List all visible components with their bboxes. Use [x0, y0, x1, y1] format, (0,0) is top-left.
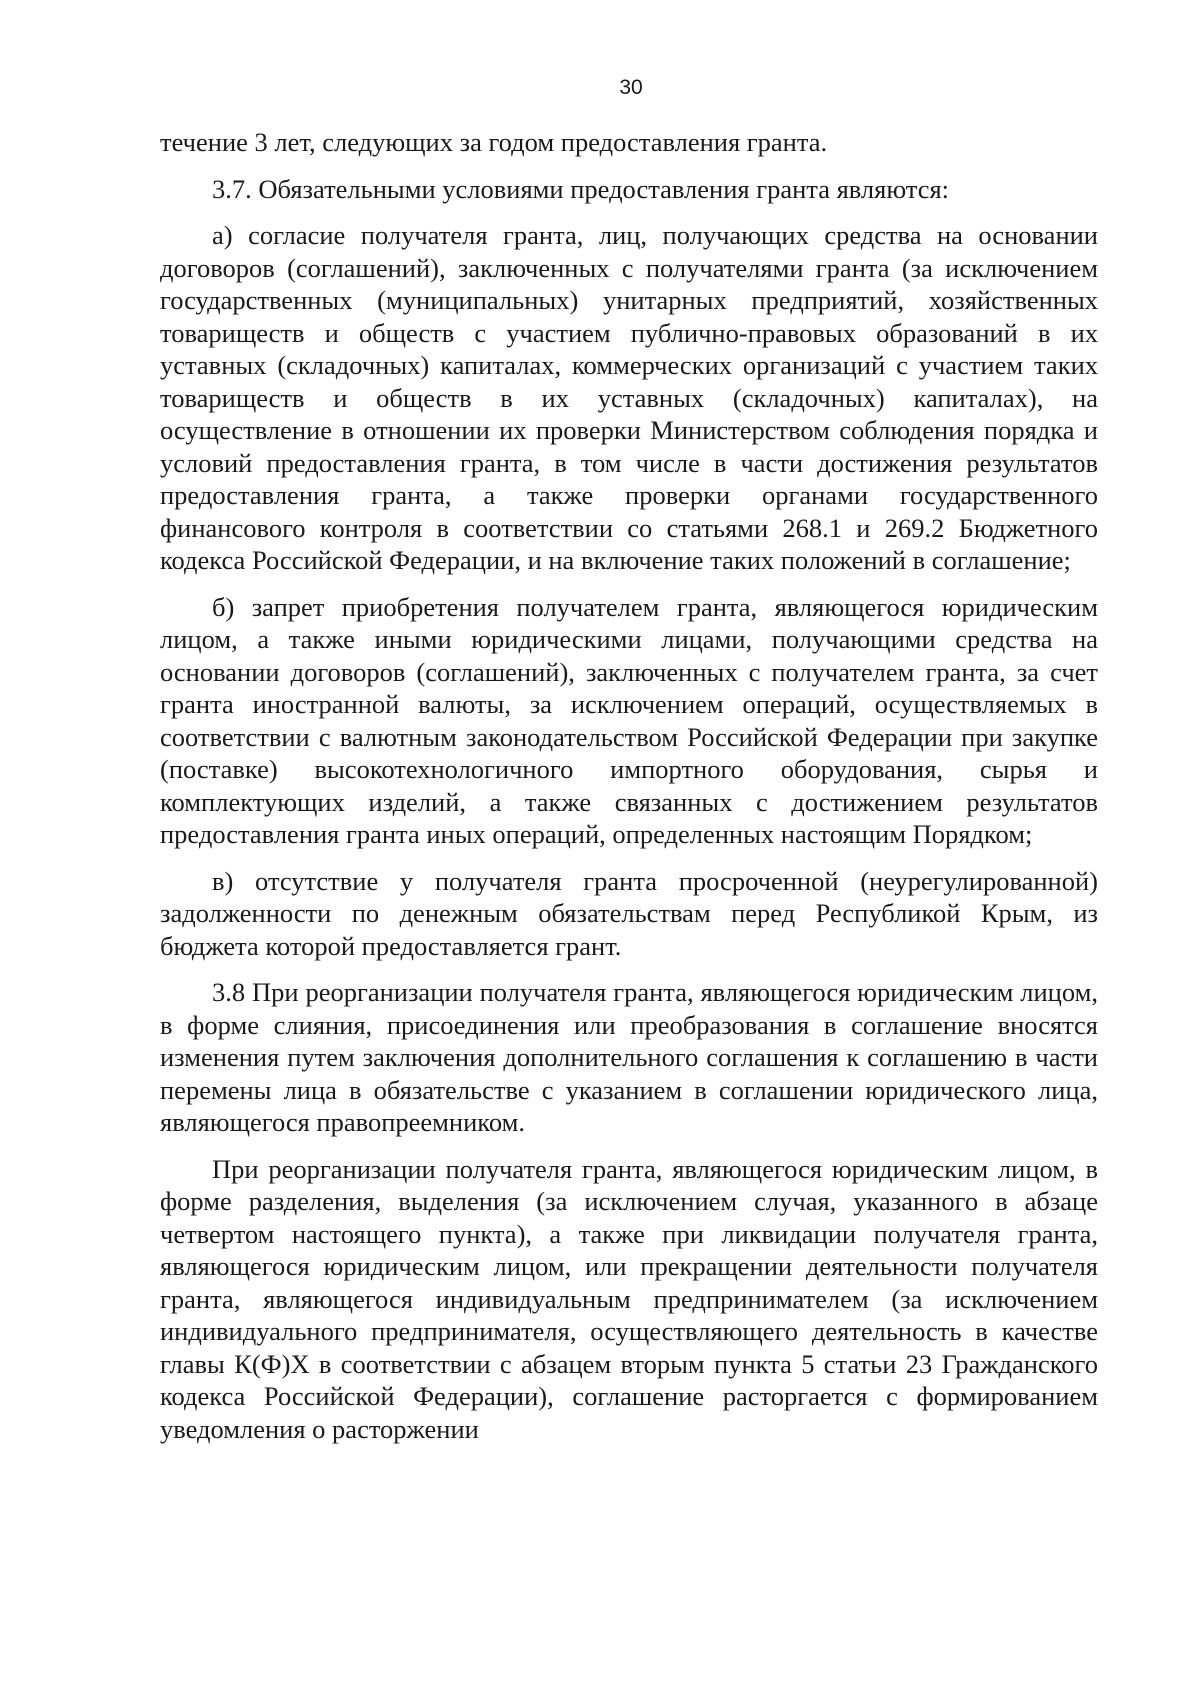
paragraph-continuation: течение 3 лет, следующих за годом предоставления гранта.	[160, 127, 828, 157]
document-body	[160, 126, 1098, 1445]
paragraph-3-7-v: в) отсутствие у получателя гранта просроченной (неурегулированной) задолженности по денежным обязательствам перед Республикой Крым, из бюджета которой предоставляется грант.	[160, 865, 1098, 961]
paragraph-3-7-a: а) согласие получателя гранта, лиц, получающих средства на основании договоров (соглашений), заключенных с получателями гранта (за исключением государственных (муниципальных) унитарных предприятий, хозяйственных товариществ и обществ с участием публично-правовых образований в их уставных (складочных) капиталах, коммерческих организаций с участием таких товариществ и обществ в их уставных (складочных) капиталах), на осуществление в отношении их проверки Министерством соблюдения порядка и условий предоставления гранта, в том числе в части достижения результатов предоставления гранта, а также проверки органами государственного финансового контроля в соответствии со статьями 268.1 и 269.2 Бюджетного кодекса Российской Федерации, и на включение таких положений в соглашение;	[160, 220, 1098, 575]
paragraph-3-7-b: б) запрет приобретения получателем гранта, являющегося юридическим лицом, а также иными юридическими лицами, получающими средства на основании договоров (соглашений), заключенных с получателем гранта, за счет гранта иностранной валюты, за исключением операций, осуществляемых в соответствии с валютным законодательством Российской Федерации при закупке (поставке) высокотехнологичного импортного оборудования, сырья и комплектующих изделий, а также связанных с достижением результатов предоставления гранта иных операций, определенных настоящим Порядком;	[160, 591, 1098, 849]
paragraph-3-7-heading: 3.7. Обязательными условиями предоставления гранта являются:	[212, 173, 950, 204]
page-number: 30	[619, 76, 643, 99]
paragraph-3-8-reorganization: При реорганизации получателя гранта, являющегося юридическим лицом, в форме разделения, выделения (за исключением случая, указанного в абзаце четвертом настоящего пункта), а также при ликвидации получателя гранта, являющегося юридическим лицом, или прекращении деятельности получателя гранта, являющегося индивидуальным предпринимателем (за исключением индивидуального предпринимателя, осуществляющего деятельность в качестве главы К(Ф)Х в соответствии с абзацем вторым пункта 5 статьи 23 Гражданского кодекса Российской Федерации), соглашение расторгается с формированием уведомления о расторжении	[160, 1153, 1098, 1444]
paragraph-3-8: 3.8 При реорганизации получателя гранта, являющегося юридическим лицом, в форме слияния, присоединения или преобразования в соглашение вносятся изменения путем заключения дополнительного соглашения к соглашению в части перемены лица в обязательстве с указанием в соглашении юридического лица, являющегося правопреемником.	[160, 977, 1098, 1137]
